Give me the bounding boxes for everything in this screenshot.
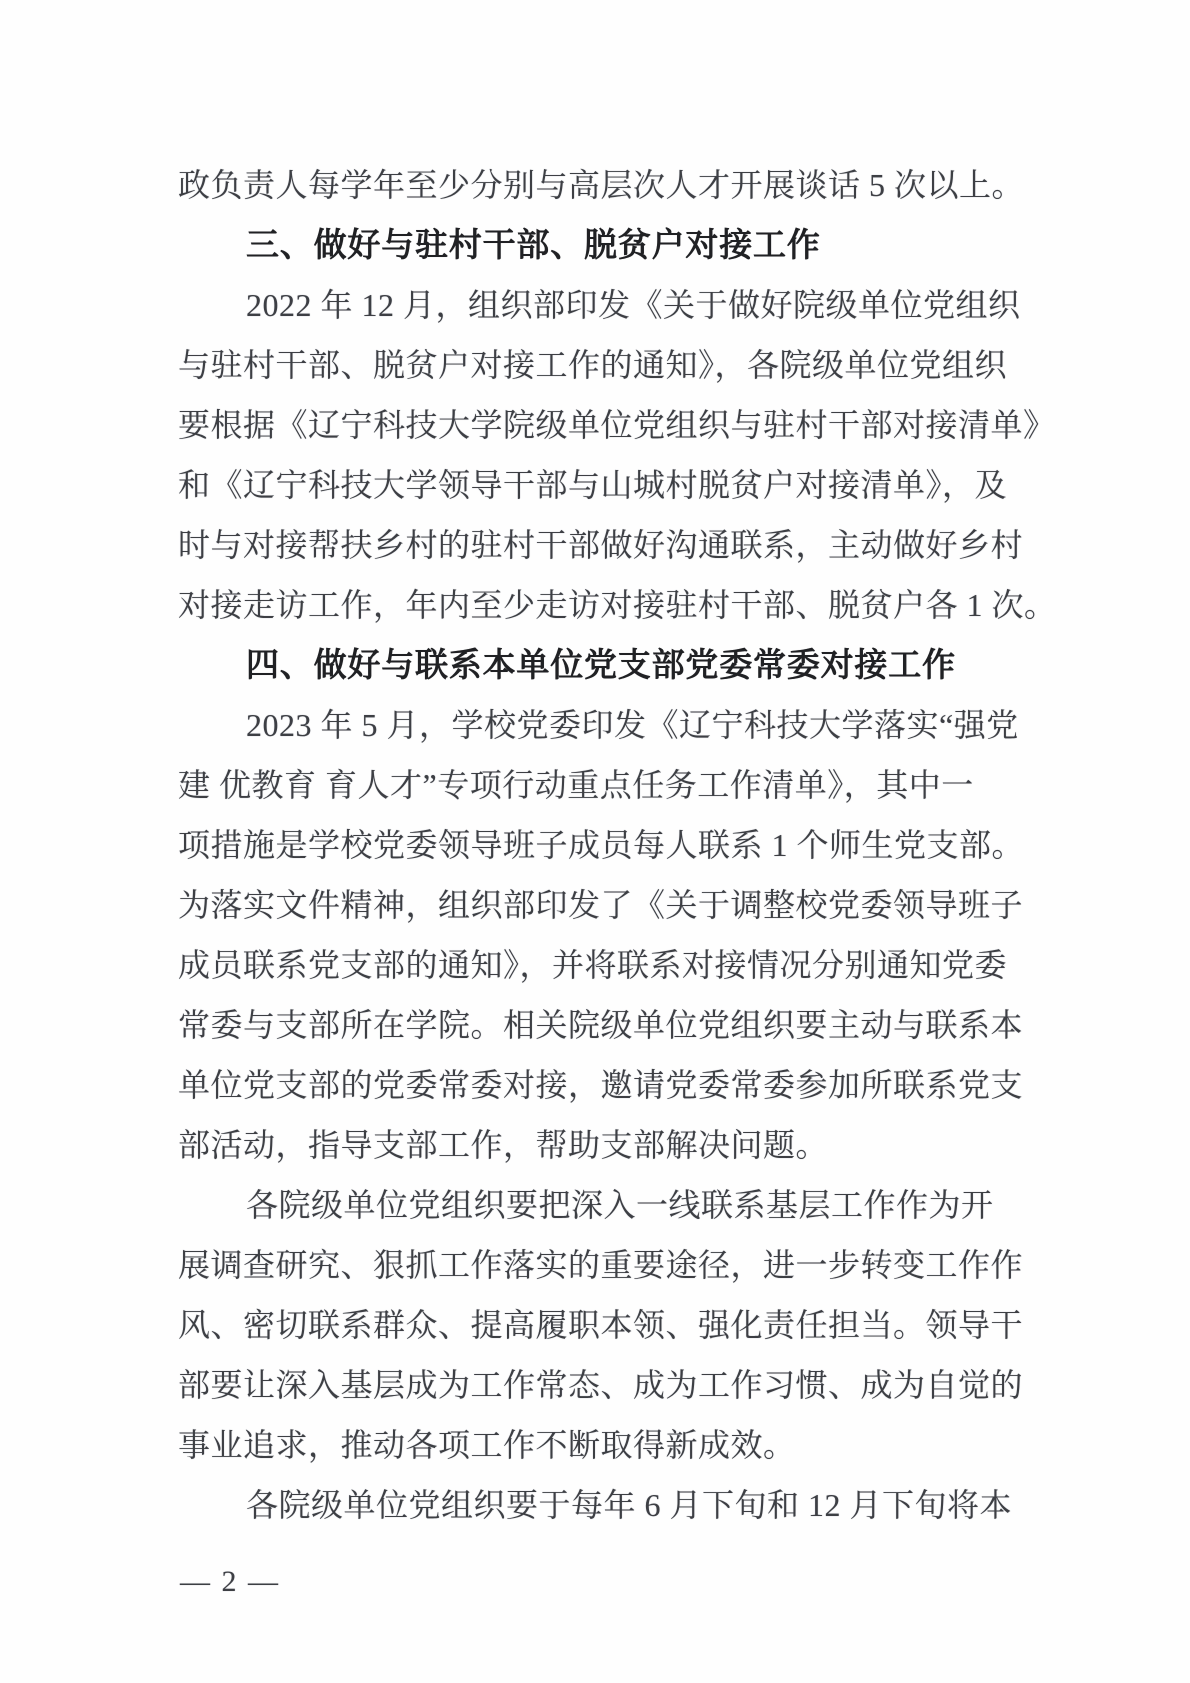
text-line: 常委与支部所在学院。相关院级单位党组织要主动与联系本 — [178, 1007, 1024, 1043]
text-line: 部活动，指导支部工作，帮助支部解决问题。 — [178, 1127, 829, 1163]
text-line: 对接走访工作，年内至少走访对接驻村干部、脱贫户各 1 次。 — [178, 587, 1057, 623]
text-line: 时与对接帮扶乡村的驻村干部做好沟通联系，主动做好乡村 — [178, 527, 1024, 563]
section-heading-3: 三、做好与驻村干部、脱贫户对接工作 — [246, 226, 821, 263]
text-line: 政负责人每学年至少分别与高层次人才开展谈话 5 次以上。 — [178, 167, 1025, 203]
section-heading-4: 四、做好与联系本单位党支部党委常委对接工作 — [246, 646, 956, 683]
text-line: 项措施是学校党委领导班子成员每人联系 1 个师生党支部。 — [178, 827, 1025, 863]
text-line: 2022 年 12 月，组织部印发《关于做好院级单位党组织 — [246, 287, 1021, 323]
text-line: 各院级单位党组织要于每年 6 月下旬和 12 月下旬将本 — [246, 1487, 1013, 1523]
text-line: 各院级单位党组织要把深入一线联系基层工作作为开 — [246, 1187, 994, 1223]
text-line: 为落实文件精神，组织部印发了《关于调整校党委领导班子 — [178, 887, 1024, 923]
text-line: 部要让深入基层成为工作常态、成为工作习惯、成为自觉的 — [178, 1367, 1024, 1403]
text-line: 建 优教育 育人才”专项行动重点任务工作清单》，其中一 — [178, 767, 974, 803]
text-line: 2023 年 5 月，学校党委印发《辽宁科技大学落实“强党 — [246, 707, 1019, 743]
text-line: 风、密切联系群众、提高履职本领、强化责任担当。领导干 — [178, 1307, 1024, 1343]
text-line: 与驻村干部、脱贫户对接工作的通知》，各院级单位党组织 — [178, 347, 1008, 383]
page-number: — 2 — — [180, 1565, 280, 1598]
text-line: 事业追求，推动各项工作不断取得新成效。 — [178, 1427, 796, 1463]
text-line: 要根据《辽宁科技大学院级单位党组织与驻村干部对接清单》 — [178, 407, 1056, 443]
text-line: 单位党支部的党委常委对接，邀请党委常委参加所联系党支 — [178, 1067, 1024, 1103]
text-line: 成员联系党支部的通知》，并将联系对接情况分别通知党委 — [178, 947, 1008, 983]
document-body — [178, 155, 1057, 1535]
text-line: 展调查研究、狠抓工作落实的重要途径，进一步转变工作作 — [178, 1247, 1024, 1283]
text-line: 和《辽宁科技大学领导干部与山城村脱贫户对接清单》，及 — [178, 467, 1008, 503]
